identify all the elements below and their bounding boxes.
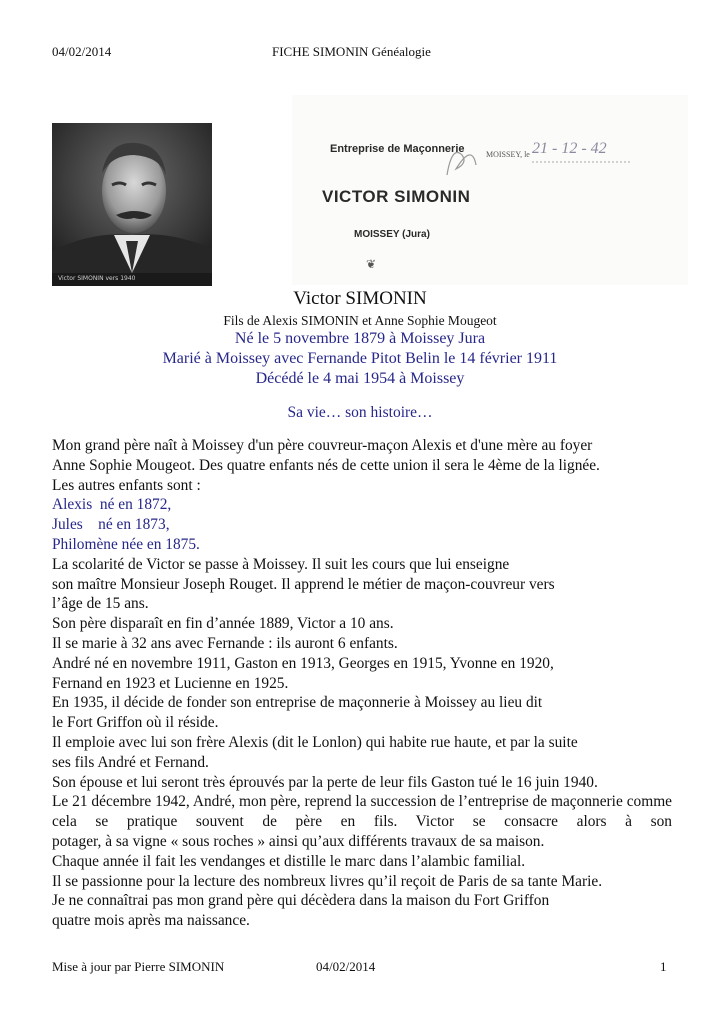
letterhead-date-value: 21 - 12 - 42	[532, 140, 607, 157]
page-number: 1	[660, 959, 667, 974]
body-line: ses fils André et Fernand.	[52, 753, 209, 771]
ornament-icon: ❦	[366, 257, 377, 271]
body-line: La scolarité de Victor se passe à Moissey. Il suit les cours que lui enseigne	[52, 555, 510, 573]
body-line: Je ne connaîtrai pas mon grand père qui décèdera dans la maison du Fort Griffon	[52, 892, 550, 910]
body-line: Il se marie à 32 ans avec Fernande : ils auront 6 enfants.	[52, 634, 398, 652]
footer-updated-by: Mise à jour par Pierre SIMONIN	[52, 959, 225, 974]
body-line: Fernand en 1923 et Lucienne en 1925.	[52, 674, 289, 692]
header-title: FICHE SIMONIN Généalogie	[272, 44, 431, 59]
person-birth: Né le 5 novembre 1879 à Moissey Jura	[234, 330, 486, 347]
body-paragraph: Le 21 décembre 1942, André, mon père, reprend la succession de l’entreprise de maçonnerie comme cela se pratique souvent de père en fils. Victor se consacre alors à son	[52, 793, 672, 831]
body-line: En 1935, il décide de fonder son entreprise de maçonnerie à Moissey au lieu dit	[52, 694, 543, 712]
portrait-caption: Victor SIMONIN vers 1940	[58, 275, 136, 282]
section-title: Sa vie… son histoire…	[287, 404, 433, 421]
letterhead-image	[292, 95, 688, 285]
date-underline	[532, 159, 632, 165]
body-line: Mon grand père naît à Moissey d'un père couvreur-maçon Alexis et d'une mère au foyer	[52, 437, 593, 454]
letterhead-name: VICTOR SIMONIN	[322, 187, 471, 206]
body-line: Son épouse et lui seront très éprouvés par la perte de leur fils Gaston tué le 16 juin 1940.	[52, 773, 598, 791]
body-line: l’âge de 15 ans.	[52, 595, 149, 613]
sibling-line: Philomène née en 1875.	[52, 535, 200, 553]
biography-text	[52, 436, 672, 931]
header-date: 04/02/2014	[52, 44, 112, 59]
letterhead-date-label: MOISSEY, le	[486, 150, 530, 159]
body-line: potager, à sa vigne « sous roches » ainsi qu’aux différents travaux de sa maison.	[52, 832, 545, 850]
letterhead-company: Entreprise de Maçonnerie	[330, 143, 465, 155]
letterhead-town: MOISSEY (Jura)	[354, 229, 430, 240]
footer-date: 04/02/2014	[316, 959, 376, 974]
body-line: Chaque année il fait les vendanges et distille le marc dans l’alambic familial.	[52, 852, 526, 870]
person-death: Décédé le 4 mai 1954 à Moissey	[255, 370, 465, 387]
body-line: Il emploie avec lui son frère Alexis (dit le Lonlon) qui habite rue haute, et par la suite	[52, 733, 578, 751]
signature-scribble	[442, 135, 482, 185]
person-name: Victor SIMONIN	[293, 288, 427, 309]
body-line: Son père disparaît en fin d’année 1889, Victor a 10 ans.	[52, 615, 394, 633]
sibling-line: Jules né en 1873,	[52, 516, 170, 534]
person-parents: Fils de Alexis SIMONIN et Anne Sophie Mougeot	[223, 313, 497, 328]
sibling-line: Alexis né en 1872,	[52, 496, 172, 514]
body-line: Il se passionne pour la lecture des nombreux livres qu’il reçoit de Paris de sa tante Marie.	[52, 872, 603, 890]
body-line: André né en novembre 1911, Gaston en 1913, Georges en 1915, Yvonne en 1920,	[52, 654, 554, 672]
body-line: son maître Monsieur Joseph Rouget. Il apprend le métier de maçon-couvreur vers	[52, 575, 555, 593]
body-line: le Fort Griffon où il réside.	[52, 714, 219, 732]
body-line: Les autres enfants sont :	[52, 476, 201, 494]
person-marriage: Marié à Moissey avec Fernande Pitot Belin le 14 février 1911	[162, 350, 558, 367]
body-line: Anne Sophie Mougeot. Des quatre enfants nés de cette union il sera le 4ème de la lignée.	[52, 456, 600, 474]
portrait-photo	[52, 123, 212, 286]
body-line: quatre mois après ma naissance.	[52, 912, 250, 930]
